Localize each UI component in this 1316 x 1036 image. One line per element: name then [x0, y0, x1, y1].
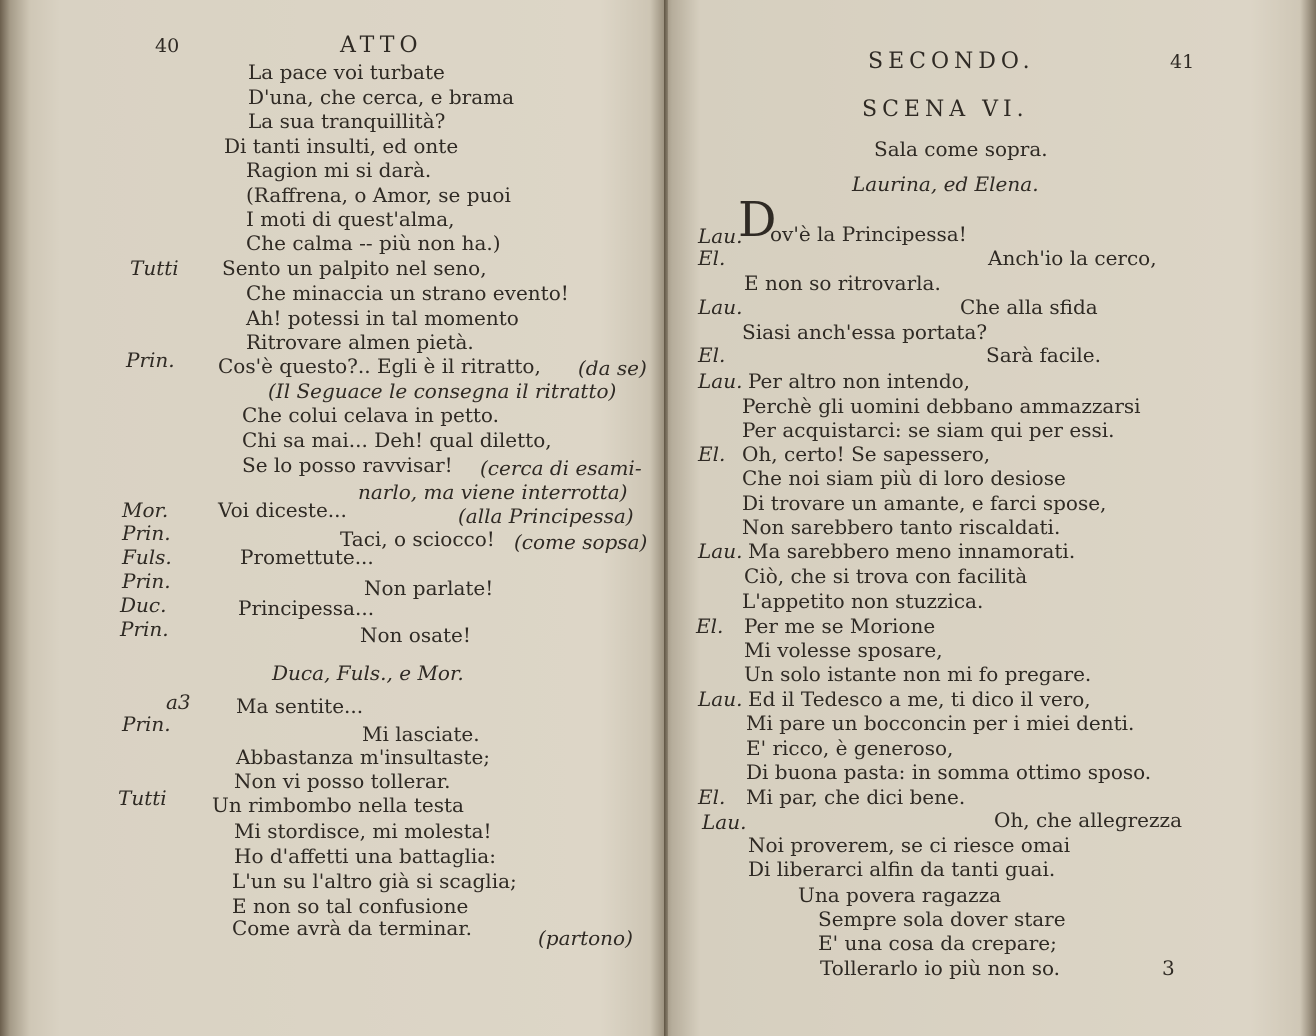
verse-line: Ritrovare almen pietà. — [246, 330, 474, 354]
page-number-right: 41 — [1170, 51, 1195, 73]
stage-direction: (partono) — [538, 926, 633, 950]
verse-line: ov'è la Principessa! — [770, 222, 967, 246]
verse-line: Di tanti insulti, ed onte — [224, 134, 459, 158]
verse-line: Ma sarebbero meno innamorati. — [748, 539, 1076, 563]
signature-mark: 3 — [1162, 956, 1175, 980]
page-number-left: 40 — [155, 35, 180, 57]
verse-line: Noi proverem, se ci riesce omai — [748, 833, 1071, 857]
speaker-label: El. — [698, 343, 726, 367]
verse-line: Un rimbombo nella testa — [212, 793, 464, 817]
verse-line: Ed il Tedesco a me, ti dico il vero, — [748, 687, 1091, 711]
verse-line: Sarà facile. — [986, 343, 1101, 367]
stage-direction: (da se) — [578, 356, 647, 380]
speaker-label: El. — [696, 614, 724, 638]
verse-line: Che alla sfida — [960, 295, 1098, 319]
verse-line: Per me se Morione — [744, 614, 936, 638]
verse-line: Ciò, che si trova con facilità — [744, 564, 1028, 588]
verse-line: La sua tranquillità? — [248, 109, 446, 133]
verse-line: Sento un palpito nel seno, — [222, 256, 487, 280]
verse-line: Anch'io la cerco, — [988, 246, 1157, 270]
verse-line: Non vi posso tollerar. — [234, 769, 451, 793]
verse-line: E' una cosa da crepare; — [818, 931, 1057, 955]
scene-title: SCENA VI. — [862, 97, 1029, 122]
verse-line: Una povera ragazza — [798, 883, 1002, 907]
verse-line: Mi par, che dici bene. — [746, 785, 966, 809]
speaker-label: Lau. — [698, 539, 743, 563]
verse-line: Perchè gli uomini debbano ammazzarsi — [742, 394, 1141, 418]
speaker-label: El. — [698, 246, 726, 270]
verse-line: Sempre sola dover stare — [818, 907, 1066, 931]
verse-line: Abbastanza m'insultaste; — [236, 745, 491, 769]
verse-line: Se lo posso ravvisar! — [242, 453, 453, 477]
speaker-label: Prin. — [122, 521, 171, 545]
stage-direction: narlo, ma viene interrotta) — [358, 480, 628, 504]
verse-line: Ma sentite... — [236, 694, 364, 718]
scene-characters: Laurina, ed Elena. — [852, 172, 1039, 196]
verse-line: Che noi siam più di loro desiose — [742, 466, 1066, 490]
right-page — [668, 0, 1316, 1036]
verse-line: Ho d'affetti una battaglia: — [234, 844, 496, 868]
verse-line: Cos'è questo?.. Egli è il ritratto, — [218, 354, 541, 378]
running-head-left: ATTO — [340, 33, 423, 58]
verse-line: Oh, che allegrezza — [994, 808, 1183, 832]
verse-line: E non so ritrovarla. — [744, 271, 941, 295]
verse-line: Oh, certo! Se sapessero, — [742, 442, 991, 466]
verse-line: Per altro non intendo, — [748, 369, 971, 393]
verse-line: E' ricco, è generoso, — [746, 736, 954, 760]
verse-line: Principessa... — [238, 596, 375, 620]
verse-line: Siasi anch'essa portata? — [742, 320, 988, 344]
verse-line: Un solo istante non mi fo pregare. — [744, 662, 1092, 686]
verse-line: Voi diceste... — [218, 498, 347, 522]
speaker-label: Tutti — [118, 786, 167, 810]
stage-direction: (come sopsa) — [514, 530, 648, 554]
verse-line: Mi pare un bocconcin per i miei denti. — [746, 711, 1135, 735]
verse-line: La pace voi turbate — [248, 60, 445, 84]
drop-cap: D — [738, 192, 777, 248]
speaker-label: a3 — [166, 690, 191, 714]
verse-line: Come avrà da terminar. — [232, 916, 472, 940]
verse-line: Mi stordisce, mi molesta! — [234, 819, 492, 843]
speaker-label: Lau. — [698, 687, 743, 711]
verse-line: Che calma -- più non ha.) — [246, 231, 501, 255]
speaker-label: Lau. — [698, 369, 743, 393]
speaker-label: Duc. — [120, 593, 167, 617]
speaker-label: Prin. — [120, 617, 169, 641]
stage-heading: Duca, Fuls., e Mor. — [272, 661, 464, 685]
stage-direction: (Il Seguace le consegna il ritratto) — [268, 379, 617, 403]
speaker-label: El. — [698, 442, 726, 466]
verse-line: Taci, o sciocco! — [340, 527, 495, 551]
speaker-label: Fuls. — [122, 545, 172, 569]
verse-line: L'un su l'altro già si scaglia; — [232, 869, 517, 893]
verse-line: Mi lasciate. — [362, 722, 480, 746]
stage-direction: (alla Principessa) — [458, 504, 634, 528]
verse-line: Mi volesse sposare, — [744, 638, 943, 662]
speaker-label: Mor. — [122, 498, 169, 522]
verse-line: Promettute... — [240, 545, 374, 569]
speaker-label: Prin. — [122, 569, 171, 593]
verse-line: Non parlate! — [364, 576, 494, 600]
verse-line: Che colui celava in petto. — [242, 403, 499, 427]
speaker-label: Lau. — [702, 810, 747, 834]
speaker-label: El. — [698, 785, 726, 809]
verse-line: Di liberarci alfin da tanti guai. — [748, 857, 1056, 881]
running-head-right: SECONDO. — [868, 49, 1035, 74]
verse-line: I moti di quest'alma, — [246, 207, 455, 231]
verse-line: Di trovare un amante, e farci spose, — [742, 491, 1107, 515]
verse-line: Tollerarlo io più non so. — [820, 956, 1060, 980]
stage-direction: (cerca di esami- — [480, 456, 642, 480]
verse-line: Che minaccia un strano evento! — [246, 281, 569, 305]
verse-line: L'appetito non stuzzica. — [742, 589, 984, 613]
speaker-label: Lau. — [698, 224, 743, 248]
scene-setting: Sala come sopra. — [874, 137, 1048, 161]
verse-line: Per acquistarci: se siam qui per essi. — [742, 418, 1115, 442]
verse-line: Di buona pasta: in somma ottimo sposo. — [746, 760, 1152, 784]
verse-line: Non osate! — [360, 623, 471, 647]
verse-line: Non sarebbero tanto riscaldati. — [742, 515, 1061, 539]
speaker-label: Lau. — [698, 295, 743, 319]
verse-line: D'una, che cerca, e brama — [248, 85, 515, 109]
speaker-label: Prin. — [122, 712, 171, 736]
verse-line: E non so tal confusione — [232, 894, 469, 918]
verse-line: Ragion mi si darà. — [246, 158, 432, 182]
speaker-label: Prin. — [126, 348, 175, 372]
verse-line: Chi sa mai... Deh! qual diletto, — [242, 428, 552, 452]
verse-line: Ah! potessi in tal momento — [246, 306, 519, 330]
speaker-label: Tutti — [130, 256, 179, 280]
verse-line: (Raffrena, o Amor, se puoi — [246, 183, 511, 207]
